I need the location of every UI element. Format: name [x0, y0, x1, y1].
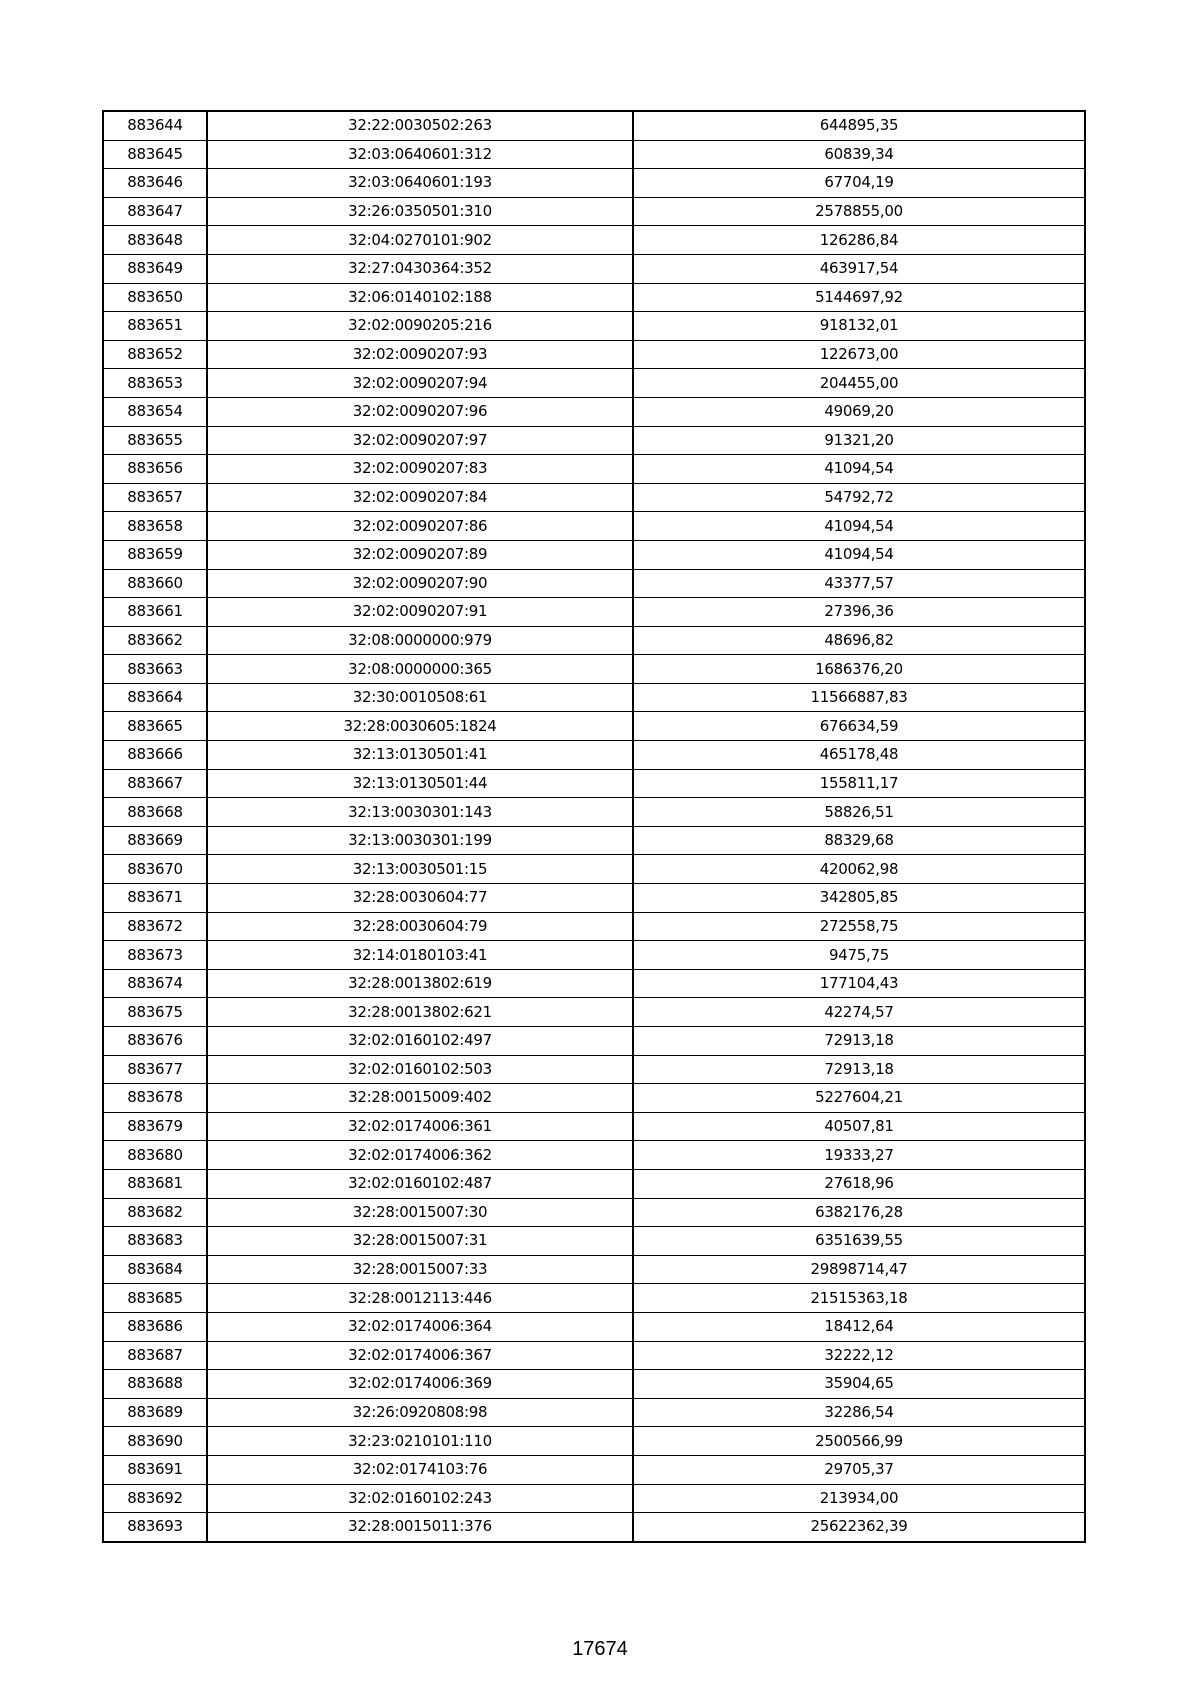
table-row [103, 569, 1085, 598]
cadastral-number-cell: 32:28:0015011:376 [207, 1513, 633, 1542]
cadastral-number-cell: 32:02:0174006:362 [207, 1141, 633, 1170]
row-id-cell: 883655 [103, 426, 207, 455]
cadastral-number-cell: 32:13:0030301:199 [207, 826, 633, 855]
table-row [103, 1169, 1085, 1198]
value-cell: 9475,75 [633, 941, 1085, 970]
value-cell: 27396,36 [633, 598, 1085, 627]
row-id-cell: 883674 [103, 969, 207, 998]
value-cell: 41094,54 [633, 540, 1085, 569]
cadastral-number-cell: 32:14:0180103:41 [207, 941, 633, 970]
row-id-cell: 883671 [103, 884, 207, 913]
value-cell: 29898714,47 [633, 1255, 1085, 1284]
row-id-cell: 883692 [103, 1484, 207, 1513]
cadastral-number-cell: 32:02:0174103:76 [207, 1455, 633, 1484]
value-cell: 918132,01 [633, 312, 1085, 341]
cadastral-number-cell: 32:02:0090207:90 [207, 569, 633, 598]
row-id-cell: 883664 [103, 683, 207, 712]
row-id-cell: 883688 [103, 1370, 207, 1399]
cadastral-number-cell: 32:02:0160102:497 [207, 1027, 633, 1056]
row-id-cell: 883644 [103, 111, 207, 140]
table-row [103, 283, 1085, 312]
row-id-cell: 883656 [103, 455, 207, 484]
table-row [103, 655, 1085, 684]
row-id-cell: 883658 [103, 512, 207, 541]
row-id-cell: 883684 [103, 1255, 207, 1284]
value-cell: 60839,34 [633, 140, 1085, 169]
row-id-cell: 883657 [103, 483, 207, 512]
table-row [103, 712, 1085, 741]
value-cell: 49069,20 [633, 397, 1085, 426]
table-row [103, 1513, 1085, 1542]
table-row [103, 1370, 1085, 1399]
row-id-cell: 883666 [103, 741, 207, 770]
table-row [103, 683, 1085, 712]
cadastral-number-cell: 32:13:0030501:15 [207, 855, 633, 884]
row-id-cell: 883654 [103, 397, 207, 426]
table-row [103, 226, 1085, 255]
value-cell: 35904,65 [633, 1370, 1085, 1399]
cadastral-number-cell: 32:28:0013802:621 [207, 998, 633, 1027]
value-cell: 2578855,00 [633, 197, 1085, 226]
row-id-cell: 883667 [103, 769, 207, 798]
value-cell: 72913,18 [633, 1055, 1085, 1084]
cadastral-number-cell: 32:27:0430364:352 [207, 254, 633, 283]
value-cell: 11566887,83 [633, 683, 1085, 712]
table-row [103, 254, 1085, 283]
table-row [103, 1027, 1085, 1056]
cadastral-number-cell: 32:02:0090207:91 [207, 598, 633, 627]
cadastral-number-cell: 32:13:0030301:143 [207, 798, 633, 827]
value-cell: 122673,00 [633, 340, 1085, 369]
cadastral-number-cell: 32:02:0160102:243 [207, 1484, 633, 1513]
row-id-cell: 883662 [103, 626, 207, 655]
table-row [103, 1398, 1085, 1427]
value-cell: 19333,27 [633, 1141, 1085, 1170]
row-id-cell: 883691 [103, 1455, 207, 1484]
cadastral-number-cell: 32:06:0140102:188 [207, 283, 633, 312]
cadastral-number-cell: 32:02:0174006:361 [207, 1112, 633, 1141]
cadastral-number-cell: 32:08:0000000:365 [207, 655, 633, 684]
row-id-cell: 883679 [103, 1112, 207, 1141]
cadastral-number-cell: 32:08:0000000:979 [207, 626, 633, 655]
page-number: 17674 [572, 1638, 628, 1660]
table-row [103, 111, 1085, 140]
cadastral-number-cell: 32:02:0090207:94 [207, 369, 633, 398]
table-row [103, 483, 1085, 512]
table-row [103, 512, 1085, 541]
cadastral-number-cell: 32:02:0174006:369 [207, 1370, 633, 1399]
cadastral-number-cell: 32:02:0160102:487 [207, 1169, 633, 1198]
value-cell: 43377,57 [633, 569, 1085, 598]
value-cell: 32222,12 [633, 1341, 1085, 1370]
cadastral-number-cell: 32:13:0130501:44 [207, 769, 633, 798]
table-row [103, 540, 1085, 569]
value-cell: 1686376,20 [633, 655, 1085, 684]
value-cell: 27618,96 [633, 1169, 1085, 1198]
cadastral-number-cell: 32:26:0350501:310 [207, 197, 633, 226]
row-id-cell: 883669 [103, 826, 207, 855]
cadastral-number-cell: 32:02:0090207:83 [207, 455, 633, 484]
row-id-cell: 883676 [103, 1027, 207, 1056]
table-row [103, 798, 1085, 827]
table-row [103, 397, 1085, 426]
cadastral-number-cell: 32:02:0090205:216 [207, 312, 633, 341]
cadastral-number-cell: 32:22:0030502:263 [207, 111, 633, 140]
row-id-cell: 883647 [103, 197, 207, 226]
table-row [103, 140, 1085, 169]
table-row [103, 1484, 1085, 1513]
value-cell: 25622362,39 [633, 1513, 1085, 1542]
cadastral-number-cell: 32:28:0030604:77 [207, 884, 633, 913]
table-row [103, 369, 1085, 398]
table-row [103, 1084, 1085, 1113]
value-cell: 41094,54 [633, 512, 1085, 541]
value-cell: 676634,59 [633, 712, 1085, 741]
row-id-cell: 883663 [103, 655, 207, 684]
table-row [103, 1227, 1085, 1256]
table-row [103, 626, 1085, 655]
cadastral-number-cell: 32:02:0160102:503 [207, 1055, 633, 1084]
table-row [103, 855, 1085, 884]
value-cell: 463917,54 [633, 254, 1085, 283]
value-cell: 42274,57 [633, 998, 1085, 1027]
cadastral-number-cell: 32:03:0640601:312 [207, 140, 633, 169]
table-row [103, 197, 1085, 226]
value-cell: 5227604,21 [633, 1084, 1085, 1113]
table-row [103, 1255, 1085, 1284]
value-cell: 54792,72 [633, 483, 1085, 512]
value-cell: 88329,68 [633, 826, 1085, 855]
value-cell: 6351639,55 [633, 1227, 1085, 1256]
cadastral-number-cell: 32:23:0210101:110 [207, 1427, 633, 1456]
table-row [103, 1341, 1085, 1370]
cadastral-number-cell: 32:02:0090207:96 [207, 397, 633, 426]
row-id-cell: 883675 [103, 998, 207, 1027]
row-id-cell: 883650 [103, 283, 207, 312]
table-row [103, 1055, 1085, 1084]
cadastral-number-cell: 32:03:0640601:193 [207, 169, 633, 198]
table-row [103, 1312, 1085, 1341]
data-table [102, 110, 1086, 1543]
table-row [103, 1141, 1085, 1170]
row-id-cell: 883687 [103, 1341, 207, 1370]
value-cell: 72913,18 [633, 1027, 1085, 1056]
cadastral-number-cell: 32:30:0010508:61 [207, 683, 633, 712]
cadastral-number-cell: 32:02:0174006:364 [207, 1312, 633, 1341]
table-row [103, 941, 1085, 970]
row-id-cell: 883690 [103, 1427, 207, 1456]
cadastral-number-cell: 32:02:0174006:367 [207, 1341, 633, 1370]
value-cell: 342805,85 [633, 884, 1085, 913]
value-cell: 644895,35 [633, 111, 1085, 140]
table-row [103, 598, 1085, 627]
row-id-cell: 883670 [103, 855, 207, 884]
cadastral-number-cell: 32:02:0090207:84 [207, 483, 633, 512]
value-cell: 204455,00 [633, 369, 1085, 398]
row-id-cell: 883668 [103, 798, 207, 827]
value-cell: 272558,75 [633, 912, 1085, 941]
row-id-cell: 883665 [103, 712, 207, 741]
row-id-cell: 883683 [103, 1227, 207, 1256]
row-id-cell: 883673 [103, 941, 207, 970]
value-cell: 21515363,18 [633, 1284, 1085, 1313]
table-row [103, 741, 1085, 770]
value-cell: 5144697,92 [633, 283, 1085, 312]
table-row [103, 1198, 1085, 1227]
row-id-cell: 883653 [103, 369, 207, 398]
cadastral-number-cell: 32:28:0012113:446 [207, 1284, 633, 1313]
table-row [103, 769, 1085, 798]
value-cell: 29705,37 [633, 1455, 1085, 1484]
value-cell: 420062,98 [633, 855, 1085, 884]
row-id-cell: 883678 [103, 1084, 207, 1113]
table-row [103, 426, 1085, 455]
cadastral-number-cell: 32:28:0015007:30 [207, 1198, 633, 1227]
value-cell: 67704,19 [633, 169, 1085, 198]
table-row [103, 969, 1085, 998]
row-id-cell: 883685 [103, 1284, 207, 1313]
table-body [103, 111, 1085, 1542]
row-id-cell: 883693 [103, 1513, 207, 1542]
cadastral-number-cell: 32:28:0015007:33 [207, 1255, 633, 1284]
table-row [103, 884, 1085, 913]
row-id-cell: 883652 [103, 340, 207, 369]
cadastral-number-cell: 32:28:0030604:79 [207, 912, 633, 941]
cadastral-number-cell: 32:02:0090207:86 [207, 512, 633, 541]
table-row [103, 912, 1085, 941]
row-id-cell: 883689 [103, 1398, 207, 1427]
value-cell: 126286,84 [633, 226, 1085, 255]
table-row [103, 1455, 1085, 1484]
value-cell: 213934,00 [633, 1484, 1085, 1513]
cadastral-number-cell: 32:02:0090207:97 [207, 426, 633, 455]
row-id-cell: 883649 [103, 254, 207, 283]
table-row [103, 1284, 1085, 1313]
value-cell: 177104,43 [633, 969, 1085, 998]
value-cell: 40507,81 [633, 1112, 1085, 1141]
row-id-cell: 883682 [103, 1198, 207, 1227]
row-id-cell: 883659 [103, 540, 207, 569]
table-row [103, 1112, 1085, 1141]
row-id-cell: 883686 [103, 1312, 207, 1341]
table-row [103, 455, 1085, 484]
cadastral-number-cell: 32:28:0030605:1824 [207, 712, 633, 741]
value-cell: 465178,48 [633, 741, 1085, 770]
value-cell: 18412,64 [633, 1312, 1085, 1341]
row-id-cell: 883661 [103, 598, 207, 627]
value-cell: 58826,51 [633, 798, 1085, 827]
value-cell: 41094,54 [633, 455, 1085, 484]
table-row [103, 998, 1085, 1027]
row-id-cell: 883646 [103, 169, 207, 198]
value-cell: 6382176,28 [633, 1198, 1085, 1227]
row-id-cell: 883660 [103, 569, 207, 598]
table-row [103, 340, 1085, 369]
row-id-cell: 883645 [103, 140, 207, 169]
value-cell: 155811,17 [633, 769, 1085, 798]
cadastral-number-cell: 32:28:0015009:402 [207, 1084, 633, 1113]
table-row [103, 1427, 1085, 1456]
cadastral-number-cell: 32:28:0013802:619 [207, 969, 633, 998]
table-row [103, 169, 1085, 198]
cadastral-number-cell: 32:02:0090207:93 [207, 340, 633, 369]
value-cell: 91321,20 [633, 426, 1085, 455]
value-cell: 32286,54 [633, 1398, 1085, 1427]
row-id-cell: 883677 [103, 1055, 207, 1084]
value-cell: 2500566,99 [633, 1427, 1085, 1456]
cadastral-number-cell: 32:13:0130501:41 [207, 741, 633, 770]
row-id-cell: 883648 [103, 226, 207, 255]
table-row [103, 826, 1085, 855]
table-row [103, 312, 1085, 341]
row-id-cell: 883681 [103, 1169, 207, 1198]
cadastral-number-cell: 32:04:0270101:902 [207, 226, 633, 255]
row-id-cell: 883672 [103, 912, 207, 941]
cadastral-number-cell: 32:26:0920808:98 [207, 1398, 633, 1427]
value-cell: 48696,82 [633, 626, 1085, 655]
cadastral-number-cell: 32:28:0015007:31 [207, 1227, 633, 1256]
row-id-cell: 883651 [103, 312, 207, 341]
cadastral-number-cell: 32:02:0090207:89 [207, 540, 633, 569]
row-id-cell: 883680 [103, 1141, 207, 1170]
